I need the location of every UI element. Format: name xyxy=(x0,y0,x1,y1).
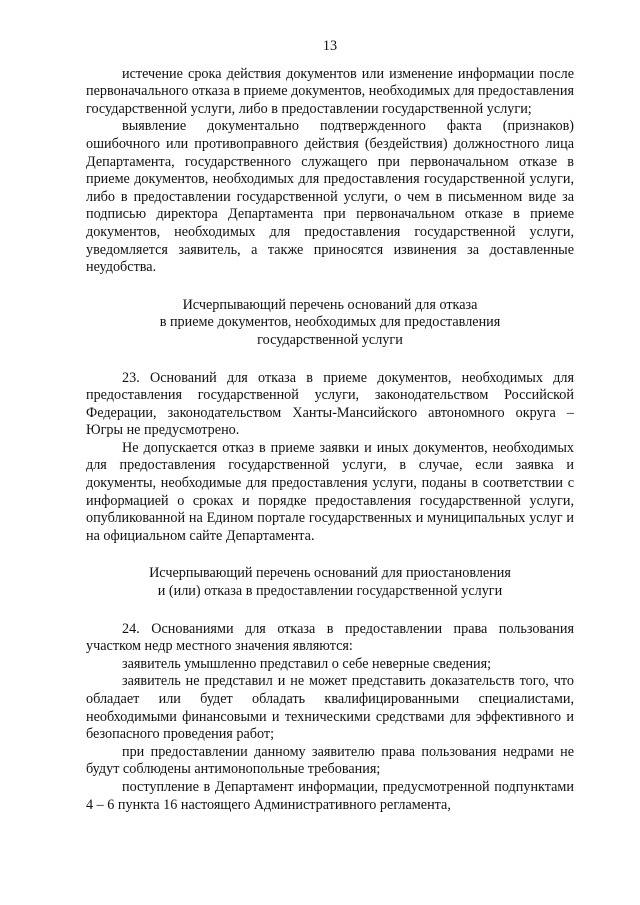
paragraph-no-specialists: заявитель не представил и не может представить доказательств того, что обладает или будет обладать квалифицированными специалистами, необходимыми финансовыми и техническими средствами для эффективного и безопасного проведения работ; xyxy=(86,673,574,743)
heading-line: и (или) отказа в предоставлении государственной услуги xyxy=(157,583,503,600)
paragraph-antimonopoly: при предоставлении данному заявителю права пользования недрами не будут соблюдены антимонопольные требования; xyxy=(86,743,574,778)
section-heading-refusal-acceptance xyxy=(86,297,574,350)
heading-line: в приеме документов, необходимых для предоставления xyxy=(159,314,501,331)
heading-line: Исчерпывающий перечень оснований для отказа xyxy=(182,296,478,313)
paragraph-24: 24. Основаниями для отказа в предоставлении права пользования участком недр местного значения являются: xyxy=(86,620,574,655)
heading-line: Исчерпывающий перечень оснований для приостановления xyxy=(149,565,511,582)
paragraph-info-receipt: поступление в Департамент информации, предусмотренной подпунктами 4 – 6 пункта 16 настоящего Административного регламента, xyxy=(86,778,574,813)
document-page xyxy=(86,38,574,814)
section-heading-suspension-refusal xyxy=(86,565,574,600)
paragraph-23: 23. Оснований для отказа в приеме документов, необходимых для предоставления государственной услуги, законодательством Российской Федерации, законодательством Ханты-Мансийского автономного округа – Югры не предусмотрено. xyxy=(86,369,574,439)
page-number: 13 xyxy=(322,38,338,54)
heading-line: государственной услуги xyxy=(257,331,403,348)
paragraph-false-info: заявитель умышленно представил о себе неверные сведения; xyxy=(122,655,492,672)
paragraph-no-refusal: Не допускается отказ в приеме заявки и иных документов, необходимых для предоставления государственной услуги, в случае, если заявка и документы, необходимые для предоставления услуги, поданы в соответствии с информацией о сроках и порядке предоставления государственной услуги, опубликованной на Едином портале государственных и муниципальных услуг и на официальном сайте Департамента. xyxy=(86,439,574,544)
paragraph-error-detection: выявление документально подтвержденного факта (признаков) ошибочного или противоправного действия (бездействия) должностного лица Департамента, государственного служащего при первоначальном отказе в приеме документов, необходимых для предоставления государственной услуги, либо в предоставлении государственной услуги, о чем в письменном виде за подписью директора Департамента при первоначальном отказе в приеме документов, необходимых для предоставления государственной услуги, уведомляется заявитель, а также приносятся извинения за доставленные неудобства. xyxy=(86,118,574,276)
paragraph-expiry: истечение срока действия документов или изменение информации после первоначального отказа в приеме документов, необходимых для предоставления государственной услуги, либо в предоставлении государственной услуги; xyxy=(86,65,575,117)
